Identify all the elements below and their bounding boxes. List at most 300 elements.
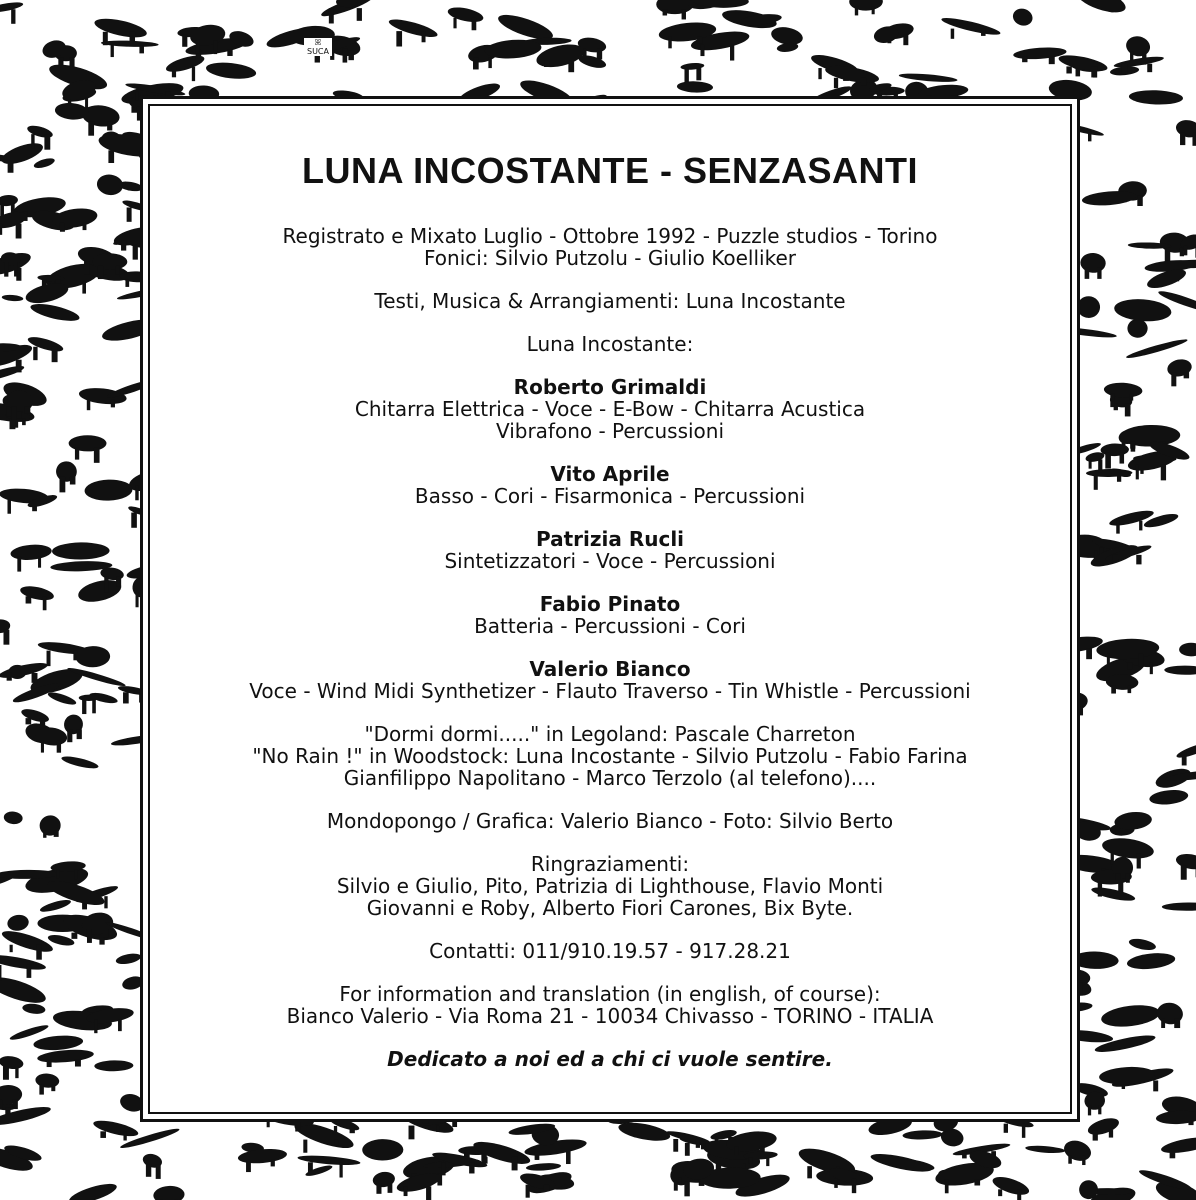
animal-mark [1099, 1065, 1156, 1085]
animal-mark [0, 363, 25, 384]
dedication: Dedicato a noi ed a chi ci vuole sentire. [387, 1047, 833, 1071]
credits-line: Testi, Musica & Arrangiamenti: Luna Incostante [374, 289, 846, 313]
animal-leg-mark [3, 630, 9, 645]
animal-leg-mark [118, 1019, 122, 1031]
animal-leg-mark [1112, 555, 1118, 562]
animal-leg-mark [951, 29, 954, 39]
animal-leg-mark [94, 447, 100, 462]
animal-mark [1113, 297, 1172, 323]
animal-mark [1162, 902, 1196, 911]
animal-mark [1100, 443, 1129, 456]
animal-leg-mark [1066, 66, 1071, 73]
animal-leg-mark [684, 1180, 689, 1196]
animal-mark [1164, 665, 1196, 675]
animal-leg-mark [116, 266, 120, 275]
animal-leg-mark [33, 347, 37, 360]
animal-leg-mark [227, 50, 232, 56]
animal-mark [1101, 835, 1155, 861]
animal-mark [35, 1073, 60, 1089]
animal-leg-mark [472, 18, 477, 30]
animal-leg-mark [133, 246, 138, 260]
animal-leg-mark [196, 40, 200, 53]
animal-leg-mark [1085, 268, 1090, 279]
member-roles: Voce - Wind Midi Synthetizer - Flauto Traverso - Tin Whistle - Percussioni [249, 679, 971, 703]
animal-leg-mark [1181, 865, 1187, 879]
animal-leg-mark [295, 1121, 301, 1132]
animal-leg-mark [974, 1179, 980, 1185]
animal-leg-mark [84, 261, 90, 274]
animal-leg-mark [15, 1066, 18, 1078]
animal-leg-mark [1180, 133, 1185, 145]
animal-leg-mark [1182, 752, 1187, 765]
animal-leg-mark [818, 68, 821, 79]
animal-leg-mark [473, 58, 479, 70]
animal-leg-mark [38, 556, 41, 568]
animal-mark [96, 173, 125, 197]
animal-leg-mark [1094, 475, 1098, 490]
animal-leg-mark [1082, 1156, 1085, 1165]
animal-leg-mark [125, 280, 129, 287]
contacts-line: Contatti: 011/910.19.57 - 917.28.21 [429, 939, 791, 963]
animal-leg-mark [108, 150, 114, 163]
animal-mark [991, 1173, 1032, 1198]
animal-mark [1129, 89, 1184, 105]
animal-leg-mark [135, 485, 138, 500]
animal-leg-mark [357, 8, 362, 21]
animal-mark [1113, 55, 1164, 70]
animal-leg-mark [1119, 453, 1124, 464]
animal-leg-mark [1161, 1019, 1165, 1028]
animal-leg-mark [4, 262, 8, 276]
animal-leg-mark [43, 831, 46, 838]
animal-leg-mark [1022, 1124, 1025, 1138]
animal-leg-mark [329, 8, 334, 23]
animal-mark [849, 0, 883, 11]
animal-leg-mark [1086, 648, 1092, 659]
animal-leg-mark [1139, 521, 1142, 531]
animal-leg-mark [1111, 686, 1116, 694]
member-name: Vito Aprile [550, 462, 670, 486]
animal-leg-mark [92, 699, 96, 713]
animal-leg-mark [663, 9, 667, 15]
member-name: Valerio Bianco [529, 657, 691, 681]
animal-leg-mark [334, 1140, 338, 1146]
animal-mark [153, 1185, 185, 1200]
animal-mark [899, 72, 958, 84]
animal-leg-mark [1049, 56, 1055, 64]
animal-mark [1077, 296, 1101, 319]
animal-mark [39, 898, 72, 914]
animal-leg-mark [734, 1146, 738, 1155]
animal-mark [33, 156, 56, 170]
animal-mark [362, 1139, 403, 1161]
animal-mark [6, 913, 30, 932]
animal-leg-mark [568, 61, 574, 72]
animal-leg-mark [396, 31, 402, 46]
animal-mark [0, 972, 48, 1008]
thanks-line: Giovanni e Roby, Alberto Fiori Carones, Bix Byte. [366, 896, 854, 920]
animal-leg-mark [1153, 1080, 1158, 1091]
animal-mark [1128, 937, 1157, 952]
animal-leg-mark [121, 240, 126, 250]
animal-leg-mark [47, 651, 51, 666]
animal-leg-mark [1136, 465, 1139, 479]
liner-notes [150, 106, 1070, 1070]
animal-leg-mark [962, 1151, 967, 1158]
animal-leg-mark [70, 477, 76, 485]
animal-leg-mark [1136, 555, 1141, 564]
animal-leg-mark [597, 49, 602, 60]
animal-leg-mark [1130, 394, 1134, 401]
animal-mark [26, 334, 64, 354]
animal-mark [1125, 337, 1188, 361]
animal-leg-mark [1116, 521, 1119, 534]
suca-logo-icon: ꕤ [314, 38, 322, 47]
animal-mark [1061, 1137, 1093, 1164]
animal-leg-mark [182, 35, 187, 47]
animal-leg-mark [71, 933, 77, 939]
animal-leg-mark [441, 1162, 446, 1175]
animal-mark [677, 81, 714, 94]
animal-leg-mark [131, 513, 137, 528]
animal-leg-mark [12, 1100, 18, 1109]
animal-leg-mark [388, 1183, 393, 1193]
guest-line: Gianfilippo Napolitano - Marco Terzolo (al telefono).... [343, 766, 877, 790]
animal-leg-mark [700, 45, 704, 56]
animal-leg-mark [57, 741, 61, 753]
animal-leg-mark [696, 68, 701, 80]
animal-leg-mark [146, 1164, 151, 1177]
animal-leg-mark [903, 35, 908, 45]
member-roles: Batteria - Percussioni - Cori [474, 614, 746, 638]
animal-leg-mark [404, 1186, 408, 1196]
member-name: Patrizia Rucli [535, 527, 685, 551]
animal-leg-mark [730, 45, 734, 61]
animal-leg-mark [103, 929, 109, 937]
animal-leg-mark [3, 1066, 9, 1080]
animal-leg-mark [1161, 465, 1166, 480]
animal-leg-mark [807, 1166, 812, 1178]
animal-leg-mark [1017, 1189, 1021, 1200]
animal-leg-mark [41, 741, 44, 753]
animal-leg-mark [422, 31, 426, 42]
animal-leg-mark [872, 6, 875, 14]
animal-leg-mark [685, 1143, 690, 1156]
animal-leg-mark [54, 831, 59, 837]
animal-leg-mark [1098, 459, 1102, 472]
animal-leg-mark [998, 1189, 1002, 1196]
animal-leg-mark [1184, 372, 1189, 378]
animal-leg-mark [1110, 394, 1114, 407]
animal-leg-mark [88, 121, 94, 136]
animal-leg-mark [535, 1151, 540, 1160]
animal-leg-mark [469, 1162, 474, 1173]
animal-mark [940, 15, 1001, 38]
animal-mark [20, 707, 50, 725]
animal-leg-mark [136, 592, 139, 607]
animal-leg-mark [44, 134, 50, 150]
animal-leg-mark [75, 1059, 81, 1066]
animal-leg-mark [1105, 453, 1111, 469]
animal-leg-mark [697, 37, 702, 44]
recording-line: Registrato e Mixato Luglio - Ottobre 1992 - Puzzle studios - Torino [282, 224, 938, 248]
animal-mark [2, 294, 24, 302]
animal-leg-mark [1076, 69, 1081, 77]
animal-leg-mark [1068, 1156, 1072, 1164]
animal-leg-mark [60, 223, 65, 232]
animal-leg-mark [246, 1160, 251, 1172]
animal-leg-mark [82, 282, 86, 294]
animal-mark [115, 952, 142, 966]
animal-leg-mark [32, 673, 38, 683]
animal-leg-mark [10, 945, 13, 952]
animal-mark [37, 1048, 94, 1065]
animal-mark [1025, 1145, 1065, 1155]
animal-mark [297, 1154, 360, 1167]
animal-leg-mark [1004, 1124, 1008, 1133]
animal-leg-mark [1138, 654, 1143, 666]
animal-leg-mark [24, 406, 30, 414]
animal-leg-mark [526, 1185, 530, 1198]
page-title: LUNA INCOSTANTE - SENZASANTI [302, 150, 918, 191]
animal-mark [1100, 1002, 1161, 1029]
animal-leg-mark [123, 1131, 126, 1140]
animal-leg-mark [1125, 404, 1131, 416]
animal-leg-mark [1147, 64, 1152, 72]
animal-mark [47, 690, 78, 707]
animal-leg-mark [673, 1139, 678, 1152]
animal-leg-mark [544, 1185, 550, 1191]
animal-leg-mark [59, 477, 65, 493]
animal-leg-mark [1137, 196, 1142, 206]
animal-mark [38, 813, 63, 837]
animal-leg-mark [104, 577, 108, 593]
animal-leg-mark [348, 51, 353, 61]
animal-leg-mark [51, 1084, 55, 1091]
animal-leg-mark [1088, 131, 1091, 142]
animal-leg-mark [75, 447, 79, 459]
animal-leg-mark [1109, 1130, 1113, 1138]
animal-leg-mark [111, 400, 115, 407]
animal-leg-mark [31, 134, 34, 149]
animal-leg-mark [26, 718, 32, 724]
animal-mark [1124, 34, 1152, 59]
animal-leg-mark [27, 965, 32, 978]
animal-mark [22, 1003, 46, 1015]
animal-mark [67, 1180, 118, 1200]
animal-leg-mark [123, 692, 129, 703]
animal-leg-mark [56, 869, 59, 878]
animal-leg-mark [566, 1151, 571, 1164]
animal-leg-mark [17, 556, 21, 572]
animal-leg-mark [7, 673, 12, 681]
animal-leg-mark [130, 32, 136, 42]
thanks-heading: Ringraziamenti: [530, 852, 690, 876]
animal-mark [79, 695, 99, 701]
animal-leg-mark [1137, 853, 1141, 868]
animal-mark [1080, 252, 1107, 273]
animal-leg-mark [981, 29, 986, 36]
animal-mark [1160, 1134, 1196, 1156]
animal-leg-mark [855, 6, 858, 15]
animal-mark [47, 933, 75, 948]
animal-leg-mark [1080, 983, 1083, 996]
animal-leg-mark [436, 1126, 439, 1132]
animal-leg-mark [11, 9, 15, 24]
animal-leg-mark [682, 9, 686, 19]
animal-leg-mark [139, 45, 144, 53]
animal-leg-mark [67, 729, 72, 742]
animal-leg-mark [303, 1140, 307, 1153]
animal-leg-mark [544, 61, 549, 67]
animal-leg-mark [343, 48, 348, 62]
animal-leg-mark [852, 1179, 856, 1193]
animal-leg-mark [0, 224, 2, 235]
animal-leg-mark [104, 896, 107, 908]
animal-leg-mark [100, 1131, 106, 1138]
animal-mark [1090, 885, 1136, 904]
animal-leg-mark [156, 1164, 161, 1179]
animal-mark [29, 300, 81, 324]
animal-mark [1011, 6, 1035, 28]
animal-mark [526, 1162, 562, 1171]
animal-leg-mark [39, 1084, 44, 1094]
animal-leg-mark [684, 68, 688, 82]
member-name: Roberto Grimaldi [513, 375, 707, 399]
animal-leg-mark [1091, 66, 1097, 77]
animal-leg-mark [135, 91, 138, 101]
animal-leg-mark [1184, 246, 1187, 256]
animal-mark [10, 543, 52, 561]
animal-leg-mark [26, 596, 32, 603]
address-line: Bianco Valerio - Via Roma 21 - 10034 Chivasso - TORINO - ITALIA [286, 1004, 934, 1028]
animal-leg-mark [14, 262, 17, 276]
info-line: For information and translation (in english, of course): [339, 982, 881, 1006]
animal-leg-mark [1150, 662, 1153, 674]
animal-leg-mark [749, 1157, 753, 1163]
animal-mark [69, 435, 107, 451]
animal-mark [92, 1117, 140, 1139]
animal-leg-mark [1022, 56, 1027, 62]
animal-leg-mark [426, 1186, 431, 1200]
guest-line: "No Rain !" in Woodstock: Luna Incostante - Silvio Putzolu - Fabio Farina [252, 744, 968, 768]
animal-leg-mark [1098, 1105, 1101, 1114]
animal-leg-mark [271, 1160, 275, 1167]
member-roles: Vibrafono - Percussioni [495, 419, 725, 443]
animal-leg-mark [107, 121, 112, 130]
guest-line: "Dormi dormi....." in Legoland: Pascale Charreton [364, 722, 856, 746]
animal-leg-mark [1174, 1019, 1180, 1028]
animal-leg-mark [22, 418, 26, 425]
animal-leg-mark [696, 1139, 700, 1148]
animal-leg-mark [376, 1183, 381, 1194]
animal-mark [101, 40, 159, 48]
suca-logo-mark [304, 38, 332, 56]
animal-mark [387, 16, 439, 41]
animal-leg-mark [43, 596, 47, 610]
animal-leg-mark [74, 869, 77, 879]
animal-leg-mark [834, 78, 838, 88]
member-name: Fabio Pinato [539, 592, 681, 616]
animal-leg-mark [47, 1059, 52, 1067]
animal-mark [93, 15, 148, 41]
animal-leg-mark [945, 1179, 949, 1193]
animal-leg-mark [488, 58, 491, 68]
animal-leg-mark [1107, 654, 1110, 666]
animal-leg-mark [116, 577, 121, 587]
animal-mark [33, 1034, 84, 1052]
animal-mark [94, 1060, 133, 1072]
animal-leg-mark [214, 40, 217, 54]
animal-leg-mark [1122, 64, 1127, 74]
band-heading: Luna Incostante: [526, 332, 694, 356]
animal-mark [656, 0, 695, 15]
animal-leg-mark [172, 67, 176, 78]
animal-leg-mark [861, 78, 866, 86]
animal-leg-mark [0, 1100, 2, 1110]
animal-leg-mark [1088, 1105, 1091, 1115]
animal-leg-mark [0, 965, 1, 981]
animal-leg-mark [1165, 248, 1170, 263]
animal-leg-mark [1192, 133, 1196, 146]
animal-leg-mark [766, 1157, 769, 1166]
animal-leg-mark [36, 945, 42, 960]
graphics-line: Mondopongo / Grafica: Valerio Bianco - Foto: Silvio Berto [326, 809, 894, 833]
animal-leg-mark [668, 37, 671, 49]
animal-mark [1104, 382, 1143, 399]
animal-mark [1127, 319, 1148, 339]
animal-leg-mark [98, 266, 103, 279]
animal-leg-mark [82, 699, 86, 714]
animal-leg-mark [111, 45, 114, 57]
animal-leg-mark [16, 224, 22, 239]
animal-mark [19, 584, 55, 603]
animal-leg-mark [453, 18, 456, 28]
animal-leg-mark [7, 500, 10, 514]
animal-leg-mark [1089, 459, 1092, 468]
animal-leg-mark [1097, 268, 1101, 279]
animal-mark [1126, 951, 1176, 971]
animal-leg-mark [77, 729, 82, 739]
animal-mark [84, 479, 133, 502]
animal-leg-mark [1093, 1130, 1098, 1141]
engineers-line: Fonici: Silvio Putzolu - Giulio Koelliker [424, 246, 796, 270]
animal-mark [52, 542, 110, 560]
animal-leg-mark [83, 223, 87, 230]
animal-leg-mark [350, 1126, 355, 1133]
animal-leg-mark [1171, 372, 1176, 386]
animal-leg-mark [674, 1180, 678, 1190]
animal-leg-mark [834, 1179, 838, 1188]
animal-leg-mark [1128, 686, 1132, 693]
member-roles: Chitarra Elettrica - Voce - E-Bow - Chitarra Acustica [354, 397, 866, 421]
animal-leg-mark [12, 406, 17, 421]
animal-mark [205, 60, 257, 81]
animal-mark [1057, 52, 1108, 74]
member-roles: Basso - Cori - Fisarmonica - Percussioni [414, 484, 806, 508]
animal-leg-mark [1170, 1148, 1176, 1158]
animal-mark [446, 5, 484, 25]
animal-leg-mark [678, 1177, 682, 1184]
animal-leg-mark [94, 1019, 97, 1033]
animal-leg-mark [1130, 441, 1135, 449]
thanks-line: Silvio e Giulio, Pito, Patrizia di Lighthouse, Flavio Monti [336, 874, 884, 898]
animal-mark [1086, 1115, 1121, 1138]
member-roles: Sintetizzatori - Voce - Percussioni [444, 549, 776, 573]
animal-mark [61, 754, 100, 771]
animal-mark [0, 927, 55, 956]
animal-mark [0, 1084, 23, 1106]
